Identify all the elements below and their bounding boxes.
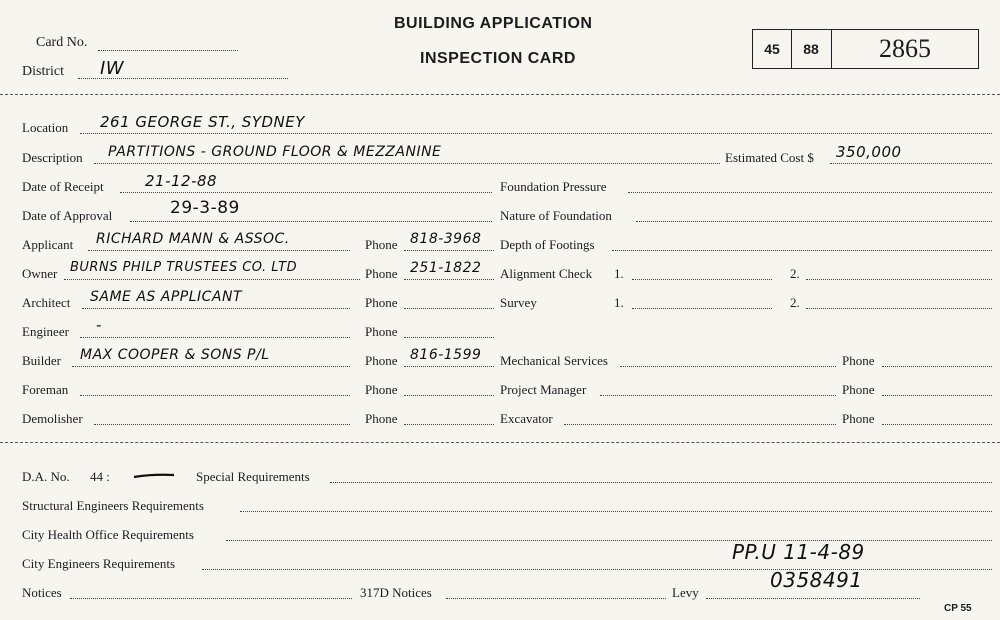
date-of-receipt-value: 21-12-88 (145, 172, 218, 190)
foreman-phone-line (404, 395, 494, 396)
alignment-check-line-1 (632, 279, 772, 280)
builder-label: Builder (22, 353, 61, 368)
foundation-pressure-label: Foundation Pressure (500, 179, 607, 194)
card-no-line (98, 50, 238, 51)
ref-cell-3: 2865 (879, 34, 931, 63)
demolisher-label: Demolisher (22, 411, 83, 426)
da-no-label: D.A. No. (22, 469, 70, 484)
alignment-check-num2: 2. (790, 266, 800, 281)
foreman-label: Foreman (22, 382, 69, 397)
survey-num2: 2. (790, 295, 800, 310)
special-requirements-line (330, 482, 992, 483)
depth-of-footings-line (612, 250, 992, 251)
city-engineers-note: PP.U 11-4-89 (732, 540, 865, 564)
mechanical-services-phone-line (882, 366, 992, 367)
survey-label: Survey (500, 295, 537, 310)
foreman-phone-label: Phone (365, 382, 398, 397)
project-manager-phone-line (882, 395, 992, 396)
foreman-line (80, 395, 350, 396)
levy-label: Levy (672, 585, 699, 600)
alignment-check-label: Alignment Check (500, 266, 593, 281)
structural-engineers-line (240, 511, 992, 512)
depth-of-footings-label: Depth of Footings (500, 237, 595, 252)
excavator-line (564, 424, 836, 425)
lower-section-divider (0, 442, 1000, 443)
notices-label: Notices (22, 585, 62, 600)
mechanical-services-label: Mechanical Services (500, 353, 608, 368)
description-line (94, 163, 720, 164)
applicant-line (88, 250, 350, 251)
ref-cell-2: 88 (803, 41, 819, 57)
city-engineers-line (202, 569, 992, 570)
applicant-label: Applicant (22, 237, 74, 252)
structural-engineers-label: Structural Engineers Requirements (22, 498, 204, 513)
owner-label: Owner (22, 266, 58, 281)
engineer-phone-label: Phone (365, 324, 398, 339)
location-line (80, 133, 992, 134)
city-engineers-label: City Engineers Requirements (22, 556, 176, 571)
reference-number-box (752, 29, 979, 69)
city-health-line (226, 540, 992, 541)
header-divider (0, 94, 1000, 95)
district-value: IW (100, 58, 125, 79)
applicant-value: RICHARD MANN & ASSOC. (96, 231, 290, 247)
estimated-cost-value: 350,000 (836, 143, 902, 161)
survey-num1: 1. (614, 295, 624, 310)
nature-of-foundation-line (636, 221, 992, 222)
engineer-phone-line (404, 337, 494, 338)
location-label: Location (22, 120, 69, 135)
owner-phone-line (404, 279, 494, 280)
foundation-pressure-line (628, 192, 992, 193)
applicant-phone-value: 818-3968 (410, 231, 482, 247)
special-requirements-label: Special Requirements (196, 469, 310, 484)
notices-317d-line (446, 598, 666, 599)
city-health-label: City Health Office Requirements (22, 527, 194, 542)
mechanical-services-phone-label: Phone (842, 353, 875, 368)
title-building-application: BUILDING APPLICATION (394, 15, 593, 32)
engineer-line (80, 337, 350, 338)
notices-317d-label: 317D Notices (360, 585, 432, 600)
date-of-receipt-label: Date of Receipt (22, 179, 104, 194)
architect-value: SAME AS APPLICANT (90, 289, 243, 305)
estimated-cost-label: Estimated Cost $ (725, 150, 814, 165)
estimated-cost-line (830, 163, 992, 164)
project-manager-label: Project Manager (500, 382, 587, 397)
survey-line-1 (632, 308, 772, 309)
nature-of-foundation-label: Nature of Foundation (500, 208, 612, 223)
date-of-approval-value: 29-3-89 (170, 198, 240, 218)
excavator-phone-line (882, 424, 992, 425)
card-no-label: Card No. (36, 35, 88, 50)
engineer-label: Engineer (22, 324, 69, 339)
applicant-phone-line (404, 250, 494, 251)
survey-line-2 (806, 308, 992, 309)
levy-line (706, 598, 920, 599)
form-code: CP 55 (944, 603, 972, 614)
builder-phone-line (404, 366, 494, 367)
owner-phone-label: Phone (365, 266, 398, 281)
project-manager-phone-label: Phone (842, 382, 875, 397)
excavator-phone-label: Phone (842, 411, 875, 426)
owner-line (64, 279, 360, 280)
ref-cell-1: 45 (764, 41, 780, 57)
architect-phone-label: Phone (365, 295, 398, 310)
description-label: Description (22, 150, 83, 165)
alignment-check-num1: 1. (614, 266, 624, 281)
da-no-value: 44 : (90, 469, 110, 484)
builder-phone-value: 816-1599 (410, 347, 482, 363)
date-of-approval-line (130, 221, 492, 222)
date-of-receipt-line (120, 192, 492, 193)
da-no-dash-mark (132, 471, 178, 481)
engineer-value: - (96, 316, 102, 334)
mechanical-services-line (620, 366, 836, 367)
owner-phone-value: 251-1822 (410, 260, 482, 276)
levy-value: 0358491 (770, 568, 863, 592)
builder-value: MAX COOPER & SONS P/L (80, 347, 270, 363)
owner-value: BURNS PHILP TRUSTEES CO. LTD (70, 260, 298, 275)
architect-label: Architect (22, 295, 71, 310)
builder-line (72, 366, 350, 367)
demolisher-line (94, 424, 350, 425)
date-of-approval-label: Date of Approval (22, 208, 113, 223)
demolisher-phone-label: Phone (365, 411, 398, 426)
applicant-phone-label: Phone (365, 237, 398, 252)
architect-phone-line (404, 308, 494, 309)
title-inspection-card: INSPECTION CARD (420, 50, 576, 67)
notices-line (70, 598, 352, 599)
demolisher-phone-line (404, 424, 494, 425)
project-manager-line (600, 395, 836, 396)
district-label: District (22, 64, 64, 79)
excavator-label: Excavator (500, 411, 553, 426)
description-value: PARTITIONS - GROUND FLOOR & MEZZANINE (108, 144, 442, 160)
location-value: 261 GEORGE ST., SYDNEY (100, 113, 305, 131)
architect-line (82, 308, 350, 309)
district-line (78, 78, 288, 79)
builder-phone-label: Phone (365, 353, 398, 368)
alignment-check-line-2 (806, 279, 992, 280)
